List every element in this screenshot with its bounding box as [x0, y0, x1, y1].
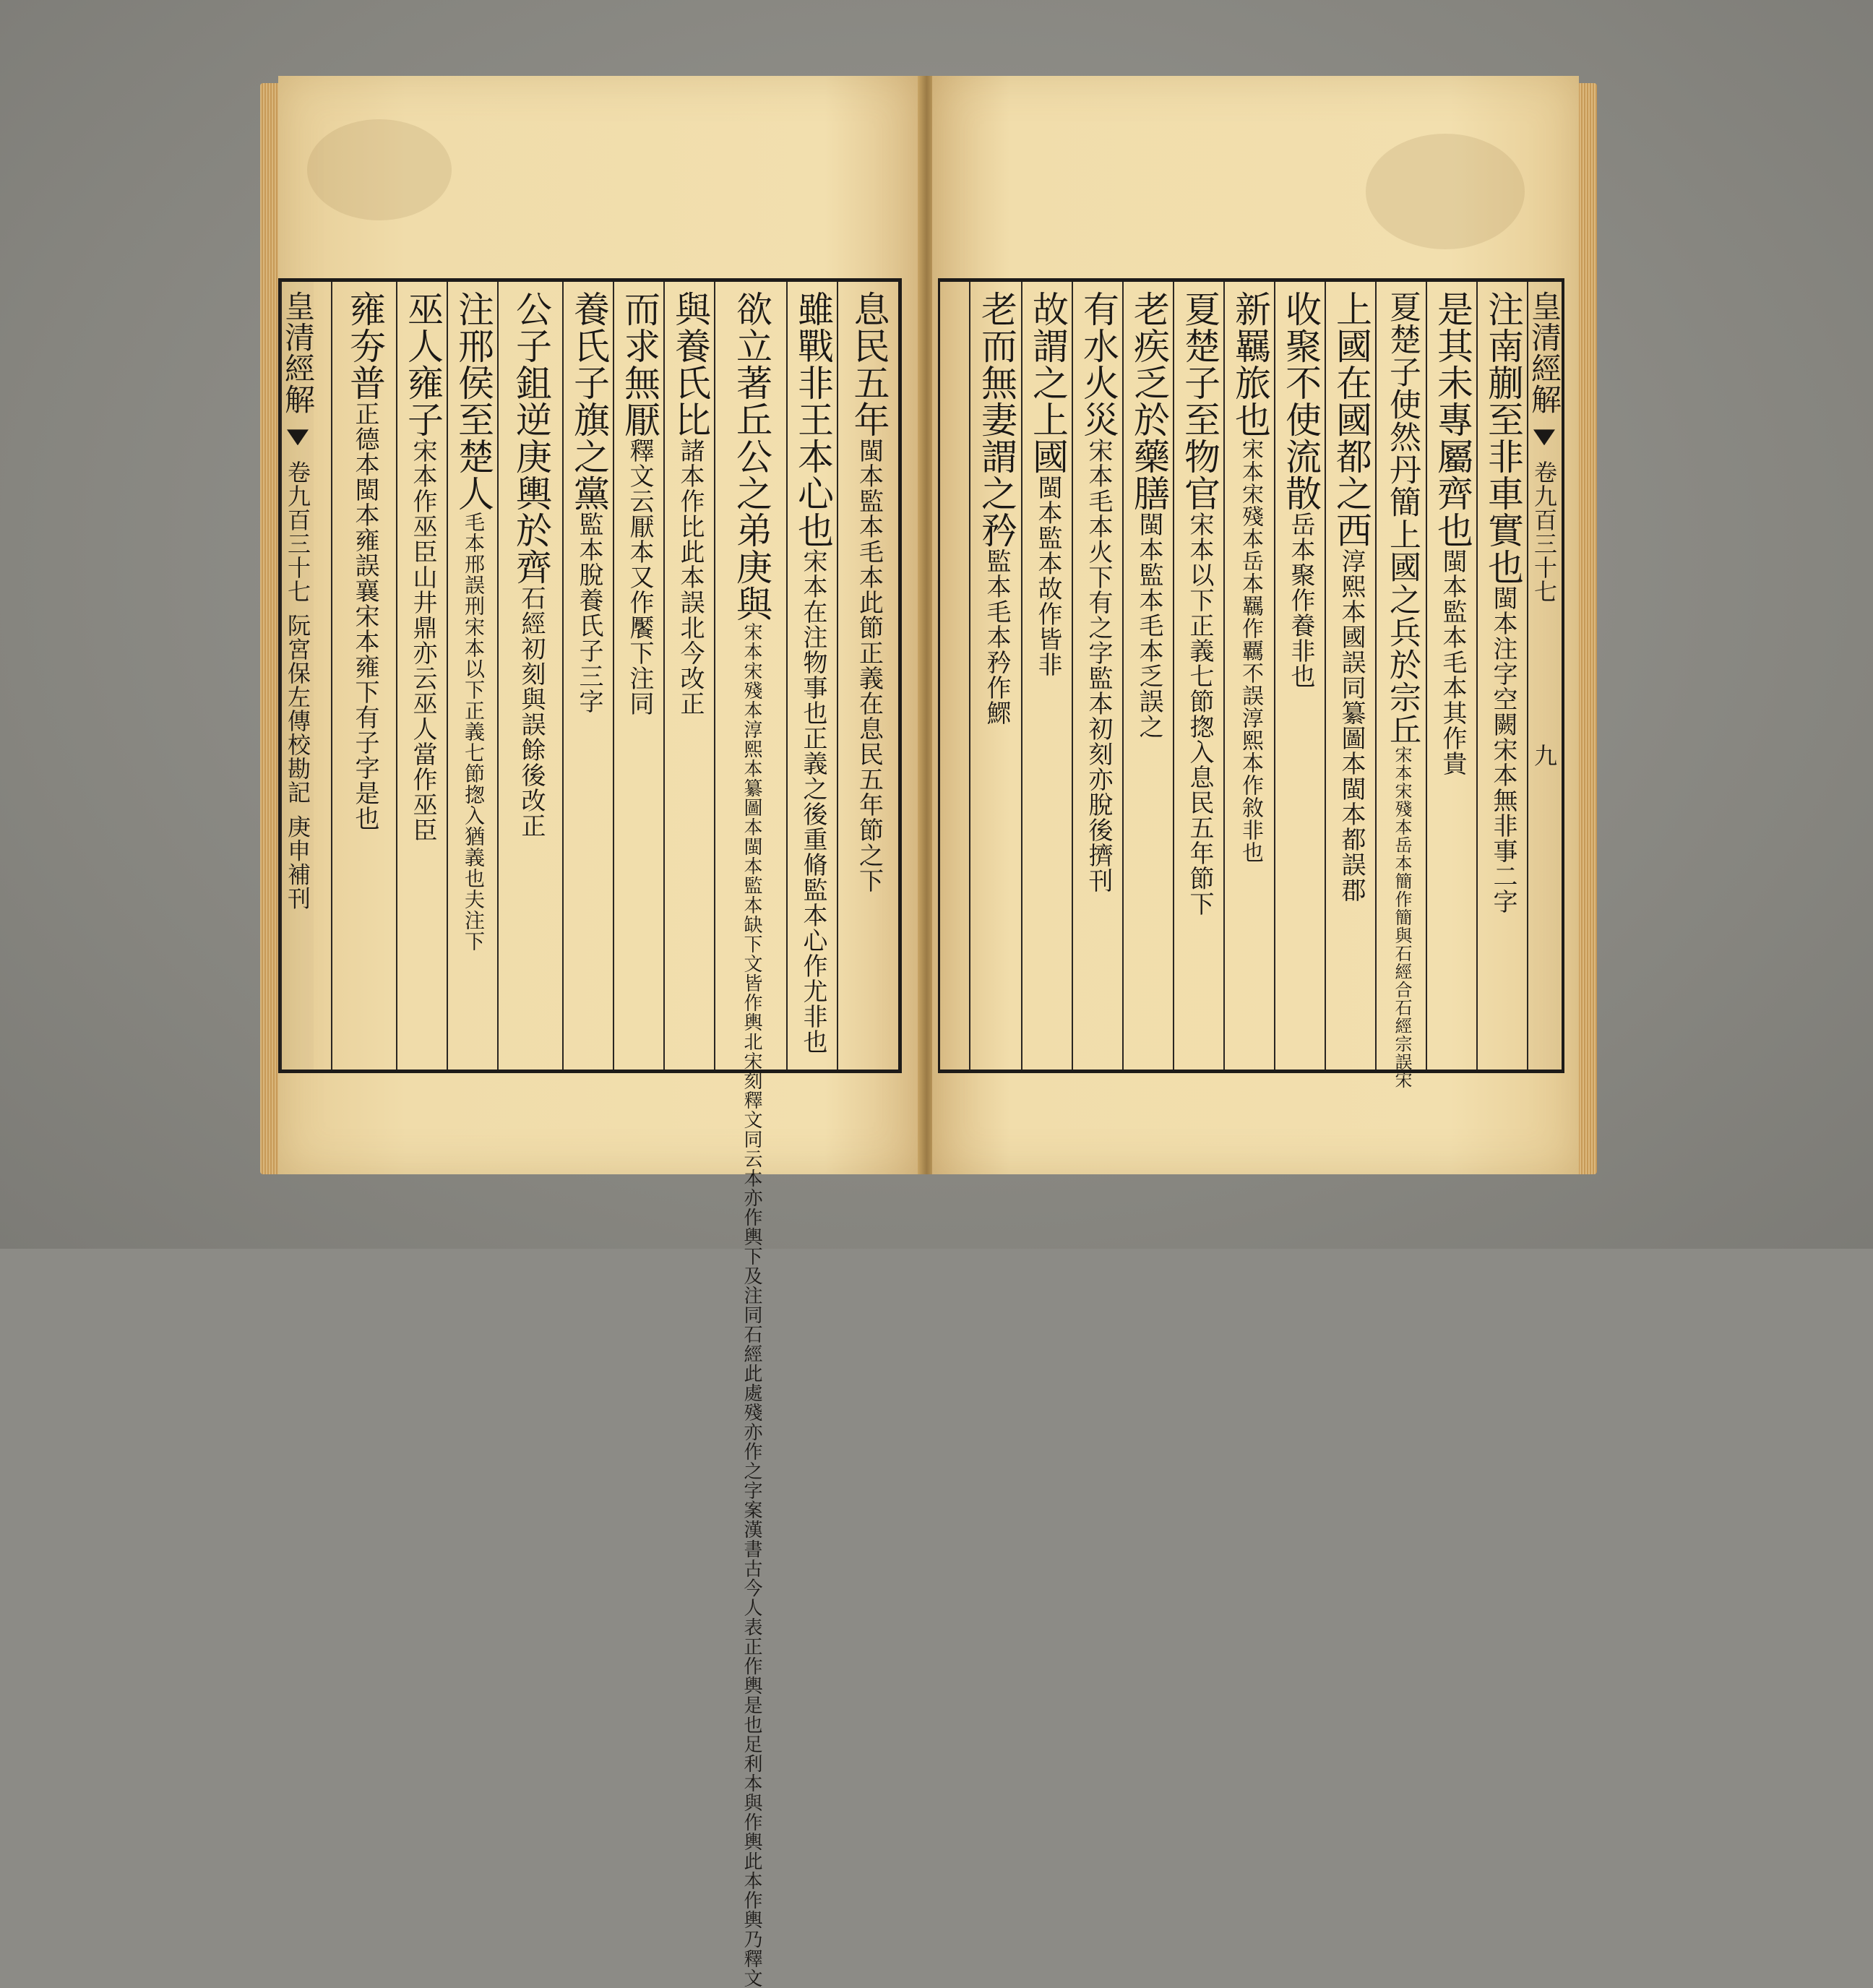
right-text-frame: [938, 278, 1564, 1089]
annotation: 閩本監本毛本乏誤之: [1134, 512, 1163, 739]
right-column-2: [1426, 282, 1478, 1070]
left-page: [278, 76, 921, 1988]
annotation: 監本毛本矜作鰥: [982, 548, 1011, 726]
annotation: 淳熙本國誤同纂圖本閩本都誤郡: [1337, 548, 1366, 903]
headword: 新羈旅也: [1229, 291, 1271, 438]
right-column-6: [1223, 282, 1275, 1070]
right-column-9: [1072, 282, 1124, 1070]
annotation: 監本脫養氏子三字: [574, 512, 603, 714]
left-column-8: [447, 282, 499, 1070]
banner-volume: 卷九百三十七: [284, 460, 311, 603]
left-column-2: [786, 282, 838, 1070]
paper-stain: [1366, 134, 1525, 249]
left-column-5: [613, 282, 665, 1070]
left-column-10: [331, 282, 397, 1070]
headword: 雍夯普: [344, 291, 386, 401]
left-text-frame: [278, 278, 902, 1988]
annotation: 正德本閩本雍誤襄宋本雍下有子字是也: [350, 401, 379, 831]
headword: 欲立著丘公之弟庚與: [731, 291, 772, 622]
annotation: 宋本以下正義七節揔入息民五年節下: [1185, 512, 1214, 916]
headword: 息民五年: [848, 291, 890, 438]
folio-number: 九: [1530, 744, 1558, 768]
annotation: 宋本在注物事也正義之後重脩監本心作尤非也: [798, 548, 827, 1054]
headword: 是其未專屬齊也: [1431, 291, 1473, 548]
annotation: 釋文云厭本又作饜下注同: [625, 438, 654, 716]
headword: 老疾乏於藥膳: [1128, 291, 1170, 512]
annotation: 宋本宋殘本岳本簡作簡與石經合石經宗誤宋: [1392, 746, 1412, 1089]
annotation: 閩本注字空闕宋本無非事二字: [1489, 585, 1517, 914]
banner-reprint: 庚申補刊: [284, 814, 311, 911]
right-column-7: [1173, 282, 1225, 1070]
headword: 與養氏比: [669, 291, 711, 438]
banner-title: 皇清經解: [1527, 291, 1562, 415]
annotation: 諸本作比此本誤北今改正: [676, 438, 705, 716]
right-column-10: [1021, 282, 1073, 1070]
headword: 老而無妻謂之矜: [976, 291, 1017, 548]
annotation: 宋本宋殘本岳本羈作覊不誤淳熙本作敘非也: [1238, 438, 1263, 864]
headword: 夏楚子至物官: [1179, 291, 1220, 512]
headword: 故謂之上國: [1027, 291, 1069, 475]
left-column-6: [562, 282, 614, 1070]
right-column-5: [1274, 282, 1326, 1070]
headword: 注南蒯至非車實也: [1482, 291, 1524, 585]
banner-volume: 卷九百三十七: [1530, 460, 1558, 603]
right-column-4: [1325, 282, 1377, 1070]
annotation: 宋本毛本火下有之字監本初刻亦脫後擠刊: [1084, 438, 1113, 893]
annotation: 毛本邢誤刑宋本以下正義七節揔入猶義也夫注下: [462, 512, 486, 952]
annotation: 閩本監本毛本其作貴: [1438, 548, 1467, 776]
fish-tail-mark-icon: [1533, 429, 1555, 445]
headword: 注邢侯至楚人: [452, 291, 494, 512]
annotation: 宋本宋殘本淳熙本纂圖本閩本監本缺下文皆作輿北宋刻釋文同云本亦作輿下及注同石經此處殘亦作之字案漢書古今人表正作輿是也足利本與作輿此本作輿乃釋文: [741, 622, 762, 1988]
headword: 公子鉏逆庚輿於齊: [510, 291, 552, 585]
headword: 養氏子旗之黨: [568, 291, 610, 512]
fish-tail-mark-icon: [287, 429, 309, 445]
left-center-banner: [280, 282, 314, 1070]
right-column-11: [969, 282, 1022, 1070]
left-column-3: [714, 282, 788, 1988]
banner-title: 皇清經解: [280, 291, 316, 415]
annotation: 岳本聚作養非也: [1286, 512, 1315, 689]
headword: 巫人雍子: [402, 291, 444, 438]
headword: 收聚不使流散: [1280, 291, 1322, 512]
annotation: 石經初刻與誤餘後改正: [517, 585, 546, 838]
headword: 夏楚子使然丹簡上國之兵於宗丘: [1384, 291, 1421, 746]
banner-subtitle: 阮宮保左傳校勘記: [284, 614, 311, 805]
open-book: [267, 69, 1590, 1988]
annotation: 宋本作巫臣山井鼎亦云巫人當作巫臣: [408, 438, 437, 843]
headword: 有水火災: [1077, 291, 1119, 438]
right-column-1: [1476, 282, 1528, 1070]
right-column-8: [1122, 282, 1174, 1070]
annotation: 閩本監本故作皆非: [1033, 475, 1062, 677]
left-column-1: [837, 282, 900, 1070]
right-column-3: [1375, 282, 1427, 1089]
left-column-4: [663, 282, 715, 1070]
right-center-banner: [1527, 282, 1560, 1070]
headword: 而求無厭: [619, 291, 660, 438]
headword: 上國在國都之西: [1330, 291, 1372, 548]
headword: 雖戰非王本心也: [792, 291, 834, 548]
left-column-7: [497, 282, 564, 1070]
annotation: 閩本監本毛本此節正義在息民五年節之下: [854, 438, 884, 893]
paper-stain: [307, 119, 452, 220]
right-page: [932, 76, 1579, 1174]
left-column-9: [396, 282, 448, 1070]
